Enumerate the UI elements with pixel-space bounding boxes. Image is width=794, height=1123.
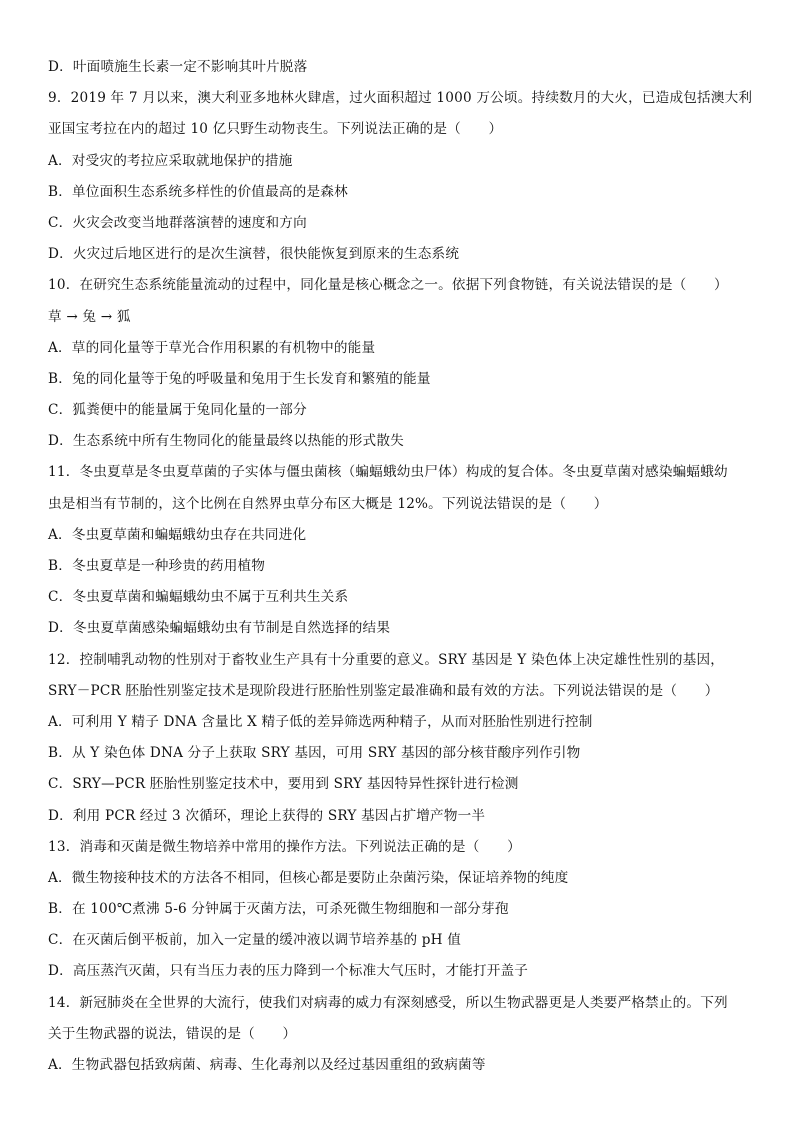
document-page (48, 52, 758, 1081)
option-9b: B．单位面积生态系统多样性的价值最高的是森林 (48, 183, 348, 200)
option-9d: D．火灾过后地区进行的是次生演替，很快能恢复到原来的生态系统 (48, 246, 460, 263)
option-10d: D．生态系统中所有生物同化的能量最终以热能的形式散失 (48, 433, 404, 450)
question-14-stem: 14．新冠肺炎在全世界的大流行，使我们对病毒的威力有深刻感受，所以生物武器更是人类要严格禁止的。下列 (48, 994, 728, 1011)
option-11a: A．冬虫夏草菌和蝙蝠蛾幼虫存在共同进化 (48, 526, 307, 543)
option-13c: C．在灭菌后倒平板前，加入一定量的缓冲液以调节培养基的 pH 值 (48, 932, 462, 949)
option-11d: D．冬虫夏草菌感染蝙蝠蛾幼虫有节制是自然选择的结果 (48, 620, 391, 637)
option-11c: C．冬虫夏草菌和蝙蝠蛾幼虫不属于互利共生关系 (48, 589, 349, 606)
question-11-stem-cont: 虫是相当有节制的，这个比例在自然界虫草分布区大概是 12%。下列说法错误的是（ ） (48, 495, 608, 512)
option-9a: A．对受灾的考拉应采取就地保护的措施 (48, 152, 293, 169)
option-13b: B．在 100℃煮沸 5-6 分钟属于灭菌方法，可杀死微生物细胞和一部分芽孢 (48, 901, 509, 918)
option-13d: D．高压蒸汽灭菌，只有当压力表的压力降到一个标准大气压时，才能打开盖子 (48, 963, 529, 980)
option-14a: A．生物武器包括致病菌、病毒、生化毒剂以及经过基因重组的致病菌等 (48, 1057, 486, 1073)
option-9c: C．火灾会改变当地群落演替的速度和方向 (48, 214, 307, 231)
question-9-stem: 9．2019 年 7 月以来，澳大利亚多地林火肆虐，过火面积超过 1000 万公顷。持续数月的大火，已造成包括澳大利 (48, 90, 753, 107)
question-10-stem: 10．在研究生态系统能量流动的过程中，同化量是核心概念之一。依据下列食物链，有关说法错误的是（ ） (48, 277, 728, 294)
option-12a: A．可利用 Y 精子 DNA 含量比 X 精子低的差异筛选两种精子，从而对胚胎性别进行控制 (48, 713, 593, 730)
option-10b: B．兔的同化量等于兔的呼吸量和兔用于生长发育和繁殖的能量 (48, 370, 431, 387)
question-11-stem: 11．冬虫夏草是冬虫夏草菌的子实体与僵虫菌核（蝙蝠蛾幼虫尸体）构成的复合体。冬虫夏草菌对感染蝙蝠蛾幼 (48, 464, 728, 481)
question-12-stem-cont: SRY－PCR 胚胎性别鉴定技术是现阶段进行胚胎性别鉴定最准确和最有效的方法。下列说法错误的是（ ） (48, 682, 719, 699)
option-10a: A．草的同化量等于草光合作用积累的有机物中的能量 (48, 339, 376, 356)
option-8d: D．叶面喷施生长素一定不影响其叶片脱落 (48, 59, 308, 75)
question-13-stem: 13．消毒和灭菌是微生物培养中常用的操作方法。下列说法正确的是（ ） (48, 838, 521, 855)
option-12d: D．利用 PCR 经过 3 次循环，理论上获得的 SRY 基因占扩增产物一半 (48, 807, 486, 824)
option-10c: C．狐粪便中的能量属于兔同化量的一部分 (48, 402, 307, 419)
option-12c: C．SRY—PCR 胚胎性别鉴定技术中，要用到 SRY 基因特异性探针进行检测 (48, 776, 519, 793)
option-12b: B．从 Y 染色体 DNA 分子上获取 SRY 基因，可用 SRY 基因的部分核苷酸序列作引物 (48, 745, 581, 762)
option-11b: B．冬虫夏草是一种珍贵的药用植物 (48, 558, 266, 574)
option-13a: A．微生物接种技术的方法各不相同，但核心都是要防止杂菌污染，保证培养物的纯度 (48, 869, 569, 886)
food-chain: 草 → 兔 → 狐 (48, 308, 131, 325)
question-12-stem: 12．控制哺乳动物的性别对于畜牧业生产具有十分重要的意义。SRY 基因是 Y 染色体上决定雄性性别的基因， (48, 651, 725, 668)
question-9-stem-cont: 亚国宝考拉在内的超过 10 亿只野生动物丧生。下列说法正确的是（ ） (48, 121, 503, 138)
question-14-stem-cont: 关于生物武器的说法，错误的是（ ） (48, 1025, 297, 1042)
